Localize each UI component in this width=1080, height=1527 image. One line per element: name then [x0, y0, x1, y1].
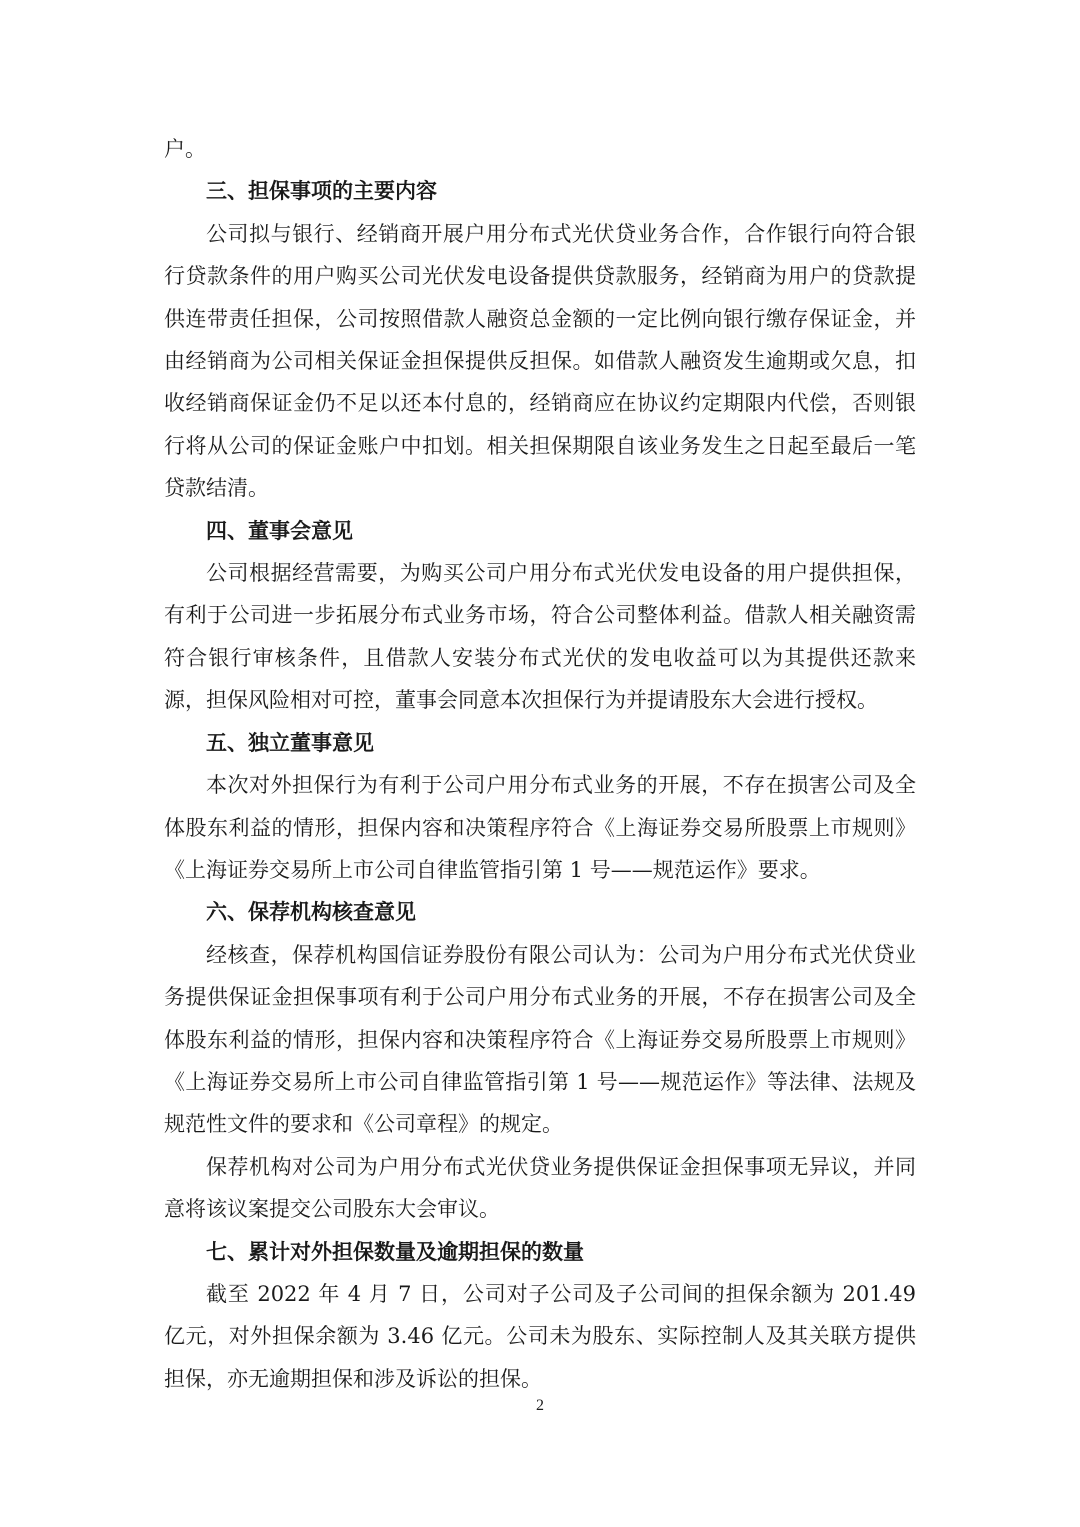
section-heading: 四、董事会意见: [206, 518, 353, 543]
section-sponsor-opinion: [164, 891, 916, 1230]
document-body: [164, 128, 916, 1400]
section-paragraph: 公司拟与银行、经销商开展户用分布式光伏贷业务合作，合作银行向符合银行贷款条件的用户购买公司光伏发电设备提供贷款服务，经销商为用户的贷款提供连带责任担保，公司按照借款人融资总金额的一定比例向银行缴存保证金，并由经销商为公司相关保证金担保提供反担保。如借款人融资发生逾期或欠息，扣收经销商保证金仍不足以还本付息的，经销商应在协议约定期限内代偿，否则银行将从公司的保证金账户中扣划。相关担保期限自该业务发生之日起至最后一笔贷款结清。: [164, 221, 916, 501]
section-heading: 六、保荐机构核查意见: [206, 900, 416, 925]
section-paragraph: 经核查，保荐机构国信证券股份有限公司认为：公司为户用分布式光伏贷业务提供保证金担保事项有利于公司户用分布式业务的开展，不存在损害公司及全体股东利益的情形，担保内容和决策程序符合《上海证券交易所股票上市规则》《上海证券交易所上市公司自律监管指引第 1 号——规范运作》等法律、法规及规范性文件的要求和《公司章程》的规定。: [164, 942, 916, 1137]
section-heading: 五、独立董事意见: [206, 730, 374, 755]
page-number: 2: [536, 1397, 544, 1414]
section-paragraph: 本次对外担保行为有利于公司户用分布式业务的开展，不存在损害公司及全体股东利益的情形，担保内容和决策程序符合《上海证券交易所股票上市规则》《上海证券交易所上市公司自律监管指引第 1 号——规范运作》要求。: [164, 773, 916, 882]
section-cumulative-guarantees: [164, 1231, 916, 1401]
section-paragraph: 公司根据经营需要，为购买公司户用分布式光伏发电设备的用户提供担保，有利于公司进一步拓展分布式业务市场，符合公司整体利益。借款人相关融资需符合银行审核条件，且借款人安装分布式光伏的发电收益可以为其提供还款来源，担保风险相对可控，董事会同意本次担保行为并提请股东大会进行授权。: [164, 561, 916, 713]
section-independent-director-opinion: [164, 722, 916, 892]
section-heading: 三、担保事项的主要内容: [206, 179, 437, 204]
section-guarantee-content: [164, 170, 916, 509]
section-heading: 七、累计对外担保数量及逾期担保的数量: [206, 1239, 584, 1264]
section-paragraph: 截至 2022 年 4 月 7 日，公司对子公司及子公司间的担保余额为 201.49 亿元，对外担保余额为 3.46 亿元。公司未为股东、实际控制人及其关联方提供担保，亦无逾期担保和涉及诉讼的担保。: [164, 1281, 916, 1391]
carryover-text: 户。: [164, 137, 206, 161]
section-board-opinion: [164, 510, 916, 722]
section-paragraph: 保荐机构对公司为户用分布式光伏贷业务提供保证金担保事项无异议，并同意将该议案提交公司股东大会审议。: [164, 1154, 916, 1222]
